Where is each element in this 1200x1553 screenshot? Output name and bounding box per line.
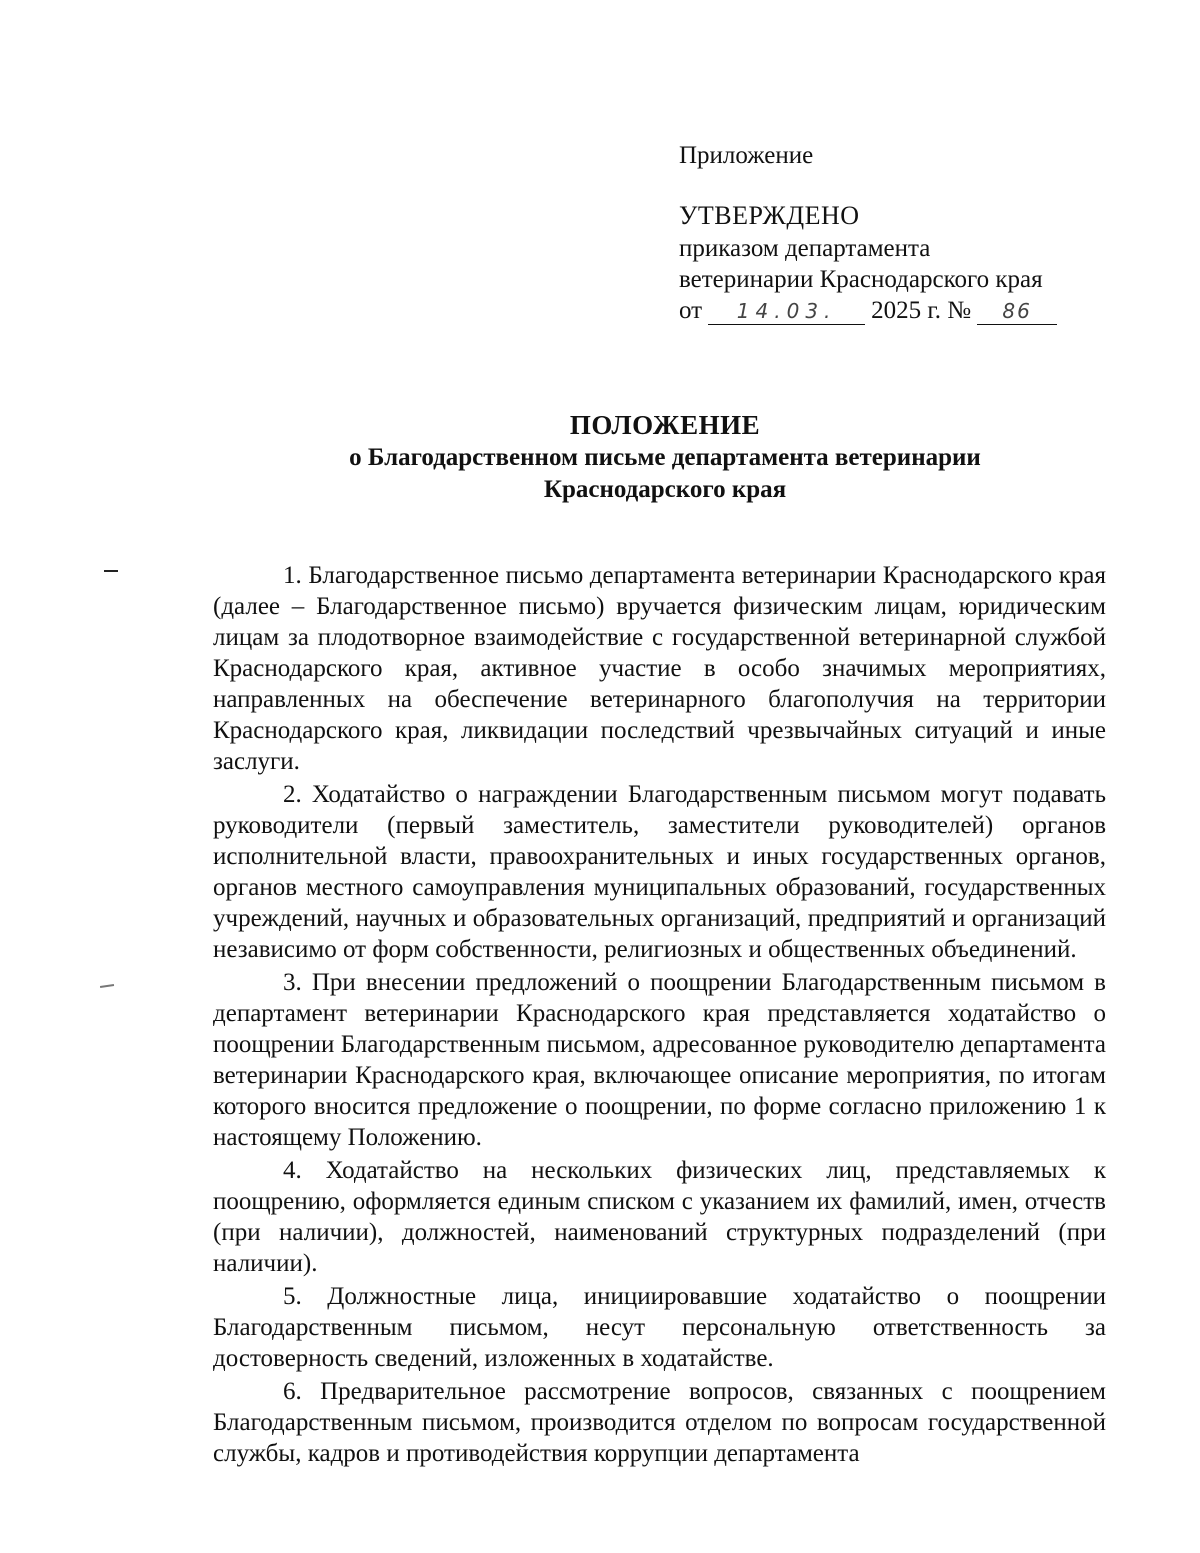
order-line-2: ветеринарии Краснодарского края	[679, 266, 1043, 293]
order-date-line	[679, 295, 1057, 326]
paragraph-5: 5. Должностные лица, инициировавшие ходатайство о поощрении Благодарственным письмом, несут персональную ответственность за достоверность сведений, изложенных в ходатайстве.	[213, 1283, 1106, 1372]
handwritten-order-number: 86	[977, 298, 1057, 325]
title-main: ПОЛОЖЕНИЕ	[569, 410, 761, 440]
date-prefix: от	[679, 297, 703, 324]
year-and-number-label: 2025 г. №	[871, 297, 972, 324]
paragraph-1: 1. Благодарственное письмо департамента ветеринарии Краснодарского края (далее – Благодарственное письмо) вручается физическим лицам, юридическим лицам за плодотворное взаимодействие с государственной ветеринарной службой Краснодарского края, активное участие в особо значимых мероприятиях, направленных на обеспечение ветеринарного благополучия на территории Краснодарского края, ликвидации последствий чрезвычайных ситуаций и иные заслуги.	[213, 562, 1106, 775]
document-body	[213, 560, 1106, 1469]
title-subtitle-line-1: о Благодарственном письме департамента ветеринарии	[349, 444, 981, 471]
title-subtitle-line-2: Краснодарского края	[543, 476, 787, 503]
margin-dash-mark	[100, 984, 114, 987]
order-line-1: приказом департамента	[679, 235, 931, 262]
document-title	[200, 408, 1130, 506]
paragraph-3: 3. При внесении предложений о поощрении Благодарственным письмом в департамент ветеринарии Краснодарского края представляется ходатайство о поощрении Благодарственным письмом, адресованное руководителю департамента ветеринарии Краснодарского края, включающее описание мероприятия, по итогам которого вносится предложение о поощрении, по форме согласно приложению 1 к настоящему Положению.	[213, 969, 1106, 1151]
approved-heading: УТВЕРЖДЕНО	[679, 201, 860, 230]
paragraph-2: 2. Ходатайство о награждении Благодарственным письмом могут подавать руководители (первый заместитель, заместители руководителей) органов исполнительной власти, правоохранительных и иных государственных органов, органов местного самоуправления муниципальных образований, государственных учреждений, научных и образовательных организаций, предприятий и организаций независимо от форм собственности, религиозных и общественных объединений.	[213, 781, 1106, 963]
handwritten-date: 14.03.	[708, 298, 865, 325]
appendix-label: Приложение	[679, 142, 814, 169]
margin-dash-mark	[104, 570, 118, 572]
paragraph-6: 6. Предварительное рассмотрение вопросов, связанных с поощрением Благодарственным письмом, производится отделом по вопросам государственной службы, кадров и противодействия коррупции департамента	[213, 1378, 1106, 1467]
approval-stamp-block	[679, 200, 1057, 326]
paragraph-4: 4. Ходатайство на нескольких физических лиц, представляемых к поощрению, оформляется единым списком с указанием их фамилий, имен, отчеств (при наличии), должностей, наименований структурных подразделений (при наличии).	[213, 1157, 1106, 1277]
